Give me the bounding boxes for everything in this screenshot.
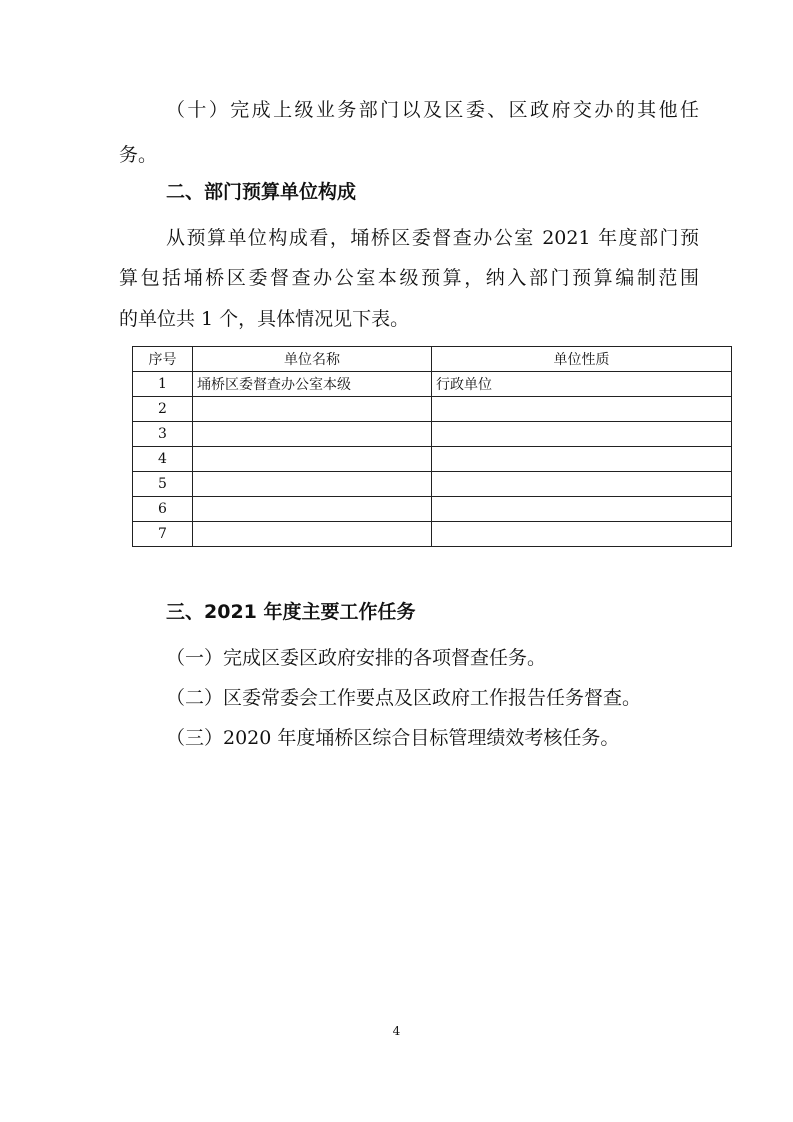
- section-2-heading: 二、部门预算单位构成: [166, 181, 357, 203]
- row-unit-name: [193, 422, 432, 447]
- section-3-item-3: （三）2020 年度埇桥区综合目标管理绩效考核任务。: [166, 727, 620, 749]
- table-row: [133, 422, 732, 447]
- row-index: 7: [133, 522, 193, 547]
- table-row: [133, 447, 732, 472]
- row-index: 1: [133, 372, 193, 397]
- column-header-unit-name: 单位名称: [193, 347, 432, 372]
- row-index: 4: [133, 447, 193, 472]
- column-header-index: 序号: [133, 347, 193, 372]
- row-index: 2: [133, 397, 193, 422]
- row-unit-nature: [432, 522, 732, 547]
- table-header-row: [133, 347, 732, 372]
- row-unit-nature: [432, 472, 732, 497]
- section-3-item-2: （二）区委常委会工作要点及区政府工作报告任务督查。: [166, 687, 642, 709]
- row-unit-name: [193, 497, 432, 522]
- table-row: [133, 497, 732, 522]
- item-10-line-1: （十）完成上级业务部门以及区委、区政府交办的其他任: [166, 99, 699, 121]
- row-unit-nature: [432, 497, 732, 522]
- column-header-unit-nature: 单位性质: [432, 347, 732, 372]
- row-index: 6: [133, 497, 193, 522]
- table-row: [133, 522, 732, 547]
- section-2-paragraph-line-1: 从预算单位构成看，埇桥区委督查办公室 2021 年度部门预: [166, 227, 699, 249]
- table-row: [133, 372, 732, 397]
- row-unit-name: [193, 397, 432, 422]
- page-number: 4: [392, 1024, 401, 1038]
- item-10-line-2: 务。: [119, 144, 158, 166]
- row-unit-nature: [432, 447, 732, 472]
- section-2-paragraph-line-3: 的单位共 1 个，具体情况见下表。: [119, 308, 410, 330]
- table-row: [133, 472, 732, 497]
- row-unit-name: 埇桥区委督查办公室本级: [193, 372, 432, 397]
- row-index: 5: [133, 472, 193, 497]
- section-3-item-1: （一）完成区委区政府安排的各项督查任务。: [166, 647, 547, 669]
- row-unit-name: [193, 447, 432, 472]
- table-row: [133, 397, 732, 422]
- row-unit-nature: [432, 422, 732, 447]
- section-3-heading: 三、2021 年度主要工作任务: [166, 601, 416, 623]
- row-unit-name: [193, 472, 432, 497]
- row-unit-nature: [432, 397, 732, 422]
- budget-units-table: [132, 346, 732, 547]
- row-unit-nature: 行政单位: [432, 372, 732, 397]
- row-index: 3: [133, 422, 193, 447]
- section-2-paragraph-line-2: 算包括埇桥区委督查办公室本级预算，纳入部门预算编制范围: [119, 267, 699, 289]
- row-unit-name: [193, 522, 432, 547]
